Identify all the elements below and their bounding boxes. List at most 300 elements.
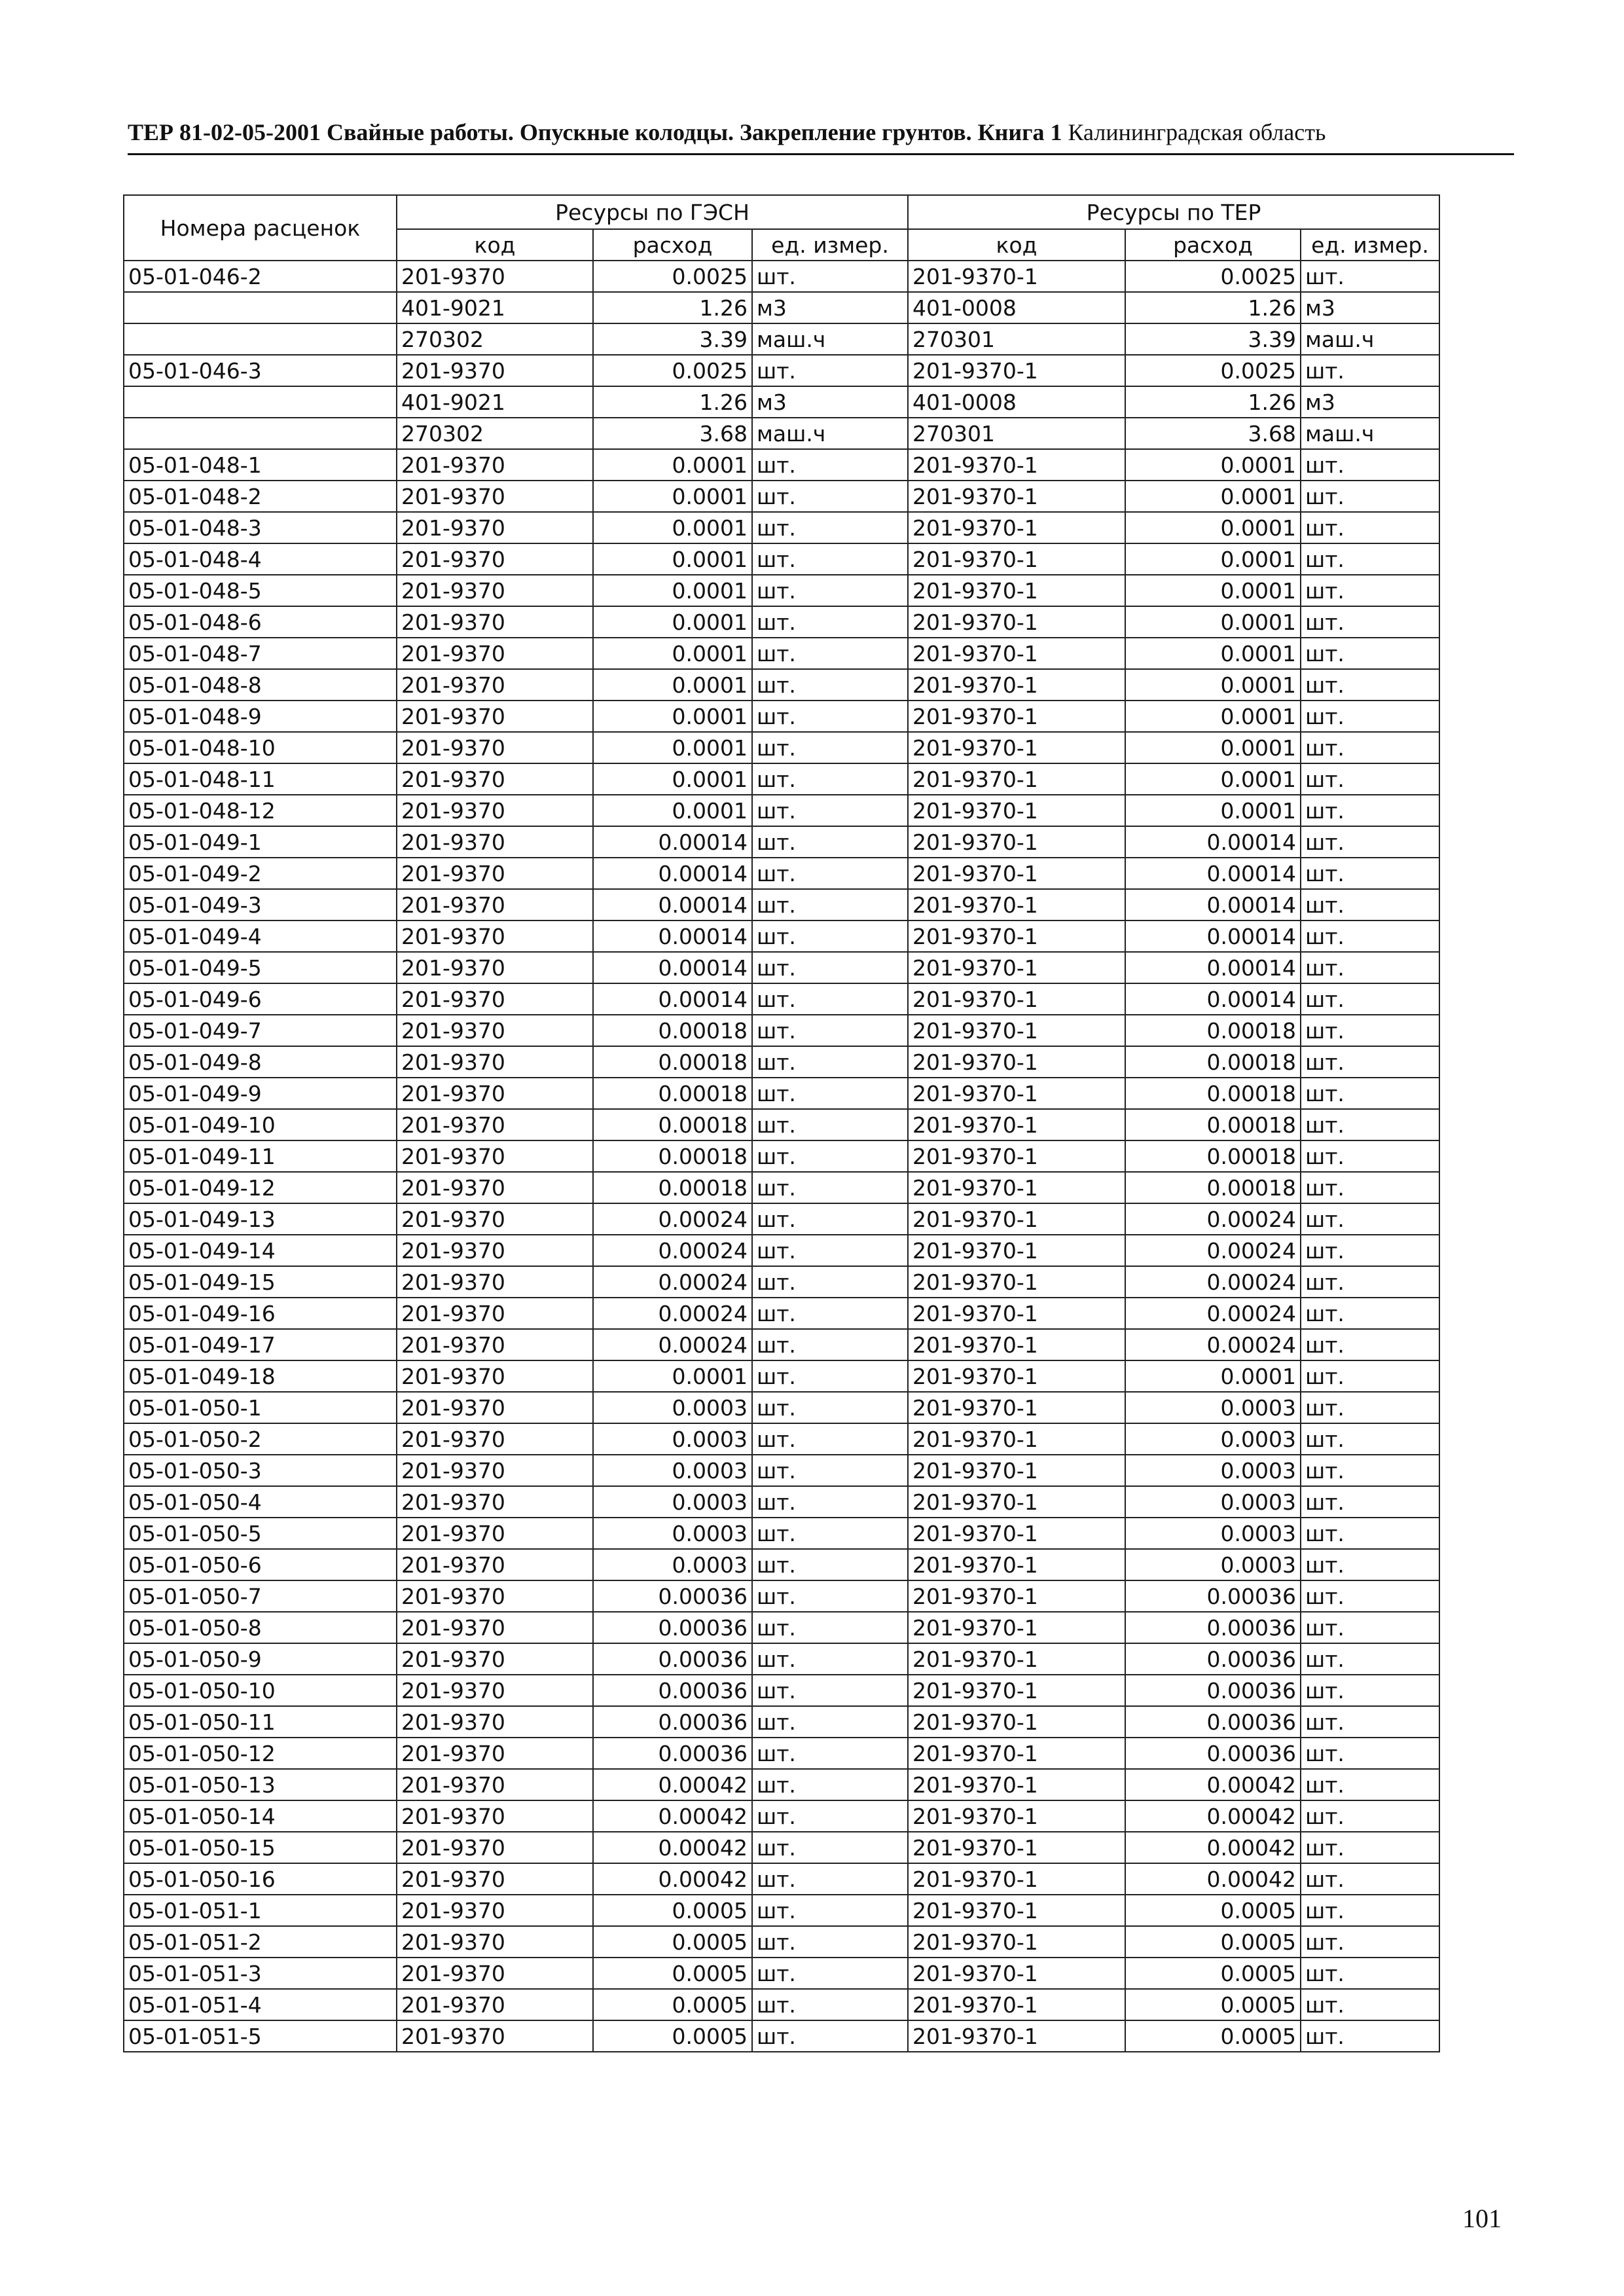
cell-ter-code: 201-9370-1: [908, 638, 1125, 669]
cell-ter-code: 201-9370-1: [908, 449, 1125, 481]
cell-ter-consumption: 0.0001: [1125, 606, 1301, 638]
cell-gesn-consumption: 0.0003: [593, 1549, 752, 1580]
resources-table: [123, 194, 1440, 2052]
cell-gesn-unit: шт.: [752, 1455, 908, 1486]
table-row: [124, 1989, 1439, 2020]
cell-price-number: 05-01-048-1: [124, 449, 397, 481]
cell-price-number: 05-01-049-13: [124, 1203, 397, 1235]
cell-gesn-unit: шт.: [752, 1109, 908, 1140]
cell-gesn-code: 201-9370: [397, 1580, 593, 1612]
cell-gesn-unit: шт.: [752, 1486, 908, 1518]
cell-gesn-consumption: 0.0001: [593, 512, 752, 543]
cell-gesn-code: 201-9370: [397, 1360, 593, 1392]
cell-gesn-unit: шт.: [752, 2020, 908, 2052]
cell-gesn-consumption: 0.00018: [593, 1172, 752, 1203]
cell-ter-code: 201-9370-1: [908, 355, 1125, 386]
cell-gesn-code: 201-9370: [397, 481, 593, 512]
header-region: Калининградская область: [1062, 119, 1326, 145]
cell-gesn-unit: шт.: [752, 1863, 908, 1895]
cell-price-number: 05-01-048-8: [124, 669, 397, 701]
cell-ter-unit: шт.: [1301, 1329, 1439, 1360]
cell-ter-consumption: 0.00018: [1125, 1046, 1301, 1078]
cell-gesn-code: 201-9370: [397, 1895, 593, 1926]
cell-price-number: 05-01-049-7: [124, 1015, 397, 1046]
table-row: [124, 826, 1439, 858]
cell-ter-consumption: 0.0001: [1125, 1360, 1301, 1392]
cell-gesn-consumption: 0.00014: [593, 858, 752, 889]
cell-price-number: 05-01-049-12: [124, 1172, 397, 1203]
cell-ter-consumption: 0.00036: [1125, 1706, 1301, 1738]
header-gesn-consumption: расход: [593, 229, 752, 261]
cell-gesn-code: 201-9370: [397, 1046, 593, 1078]
cell-ter-unit: шт.: [1301, 1800, 1439, 1832]
table-row: [124, 418, 1439, 449]
cell-gesn-unit: шт.: [752, 1329, 908, 1360]
cell-ter-code: 201-9370-1: [908, 1329, 1125, 1360]
cell-ter-unit: шт.: [1301, 669, 1439, 701]
cell-ter-code: 201-9370-1: [908, 1769, 1125, 1800]
table-row: [124, 858, 1439, 889]
table-row: [124, 1078, 1439, 1109]
cell-gesn-code: 201-9370: [397, 826, 593, 858]
cell-gesn-code: 201-9370: [397, 1392, 593, 1423]
cell-ter-unit: шт.: [1301, 512, 1439, 543]
table-row: [124, 1423, 1439, 1455]
cell-gesn-unit: м3: [752, 386, 908, 418]
cell-gesn-code: 201-9370: [397, 763, 593, 795]
cell-ter-consumption: 0.0003: [1125, 1423, 1301, 1455]
cell-ter-unit: шт.: [1301, 889, 1439, 920]
cell-ter-code: 201-9370-1: [908, 1863, 1125, 1895]
cell-ter-code: 201-9370-1: [908, 1015, 1125, 1046]
table-row: [124, 355, 1439, 386]
cell-ter-unit: шт.: [1301, 858, 1439, 889]
table-row: [124, 1298, 1439, 1329]
cell-gesn-code: 201-9370: [397, 1863, 593, 1895]
cell-gesn-consumption: 0.0003: [593, 1392, 752, 1423]
table-row: [124, 1486, 1439, 1518]
cell-gesn-consumption: 0.0003: [593, 1486, 752, 1518]
cell-price-number: 05-01-050-16: [124, 1863, 397, 1895]
cell-ter-consumption: 0.00042: [1125, 1863, 1301, 1895]
table-row: [124, 1392, 1439, 1423]
cell-ter-code: 201-9370-1: [908, 1706, 1125, 1738]
header-gesn-code: код: [397, 229, 593, 261]
table-row: [124, 1329, 1439, 1360]
cell-gesn-unit: шт.: [752, 858, 908, 889]
cell-ter-unit: шт.: [1301, 920, 1439, 952]
cell-ter-consumption: 0.0001: [1125, 669, 1301, 701]
cell-gesn-unit: шт.: [752, 261, 908, 292]
cell-gesn-code: 201-9370: [397, 261, 593, 292]
cell-gesn-unit: шт.: [752, 1298, 908, 1329]
table-row: [124, 606, 1439, 638]
cell-ter-code: 201-9370-1: [908, 795, 1125, 826]
cell-ter-unit: шт.: [1301, 1863, 1439, 1895]
cell-ter-code: 401-0008: [908, 386, 1125, 418]
cell-gesn-code: 201-9370: [397, 1989, 593, 2020]
cell-gesn-consumption: 0.0001: [593, 669, 752, 701]
cell-gesn-code: 270302: [397, 418, 593, 449]
cell-price-number: 05-01-048-10: [124, 732, 397, 763]
cell-gesn-consumption: 0.00024: [593, 1203, 752, 1235]
table-row: [124, 1580, 1439, 1612]
cell-ter-consumption: 0.0005: [1125, 1989, 1301, 2020]
cell-gesn-unit: шт.: [752, 1643, 908, 1675]
cell-ter-code: 201-9370-1: [908, 1895, 1125, 1926]
cell-ter-consumption: 0.0025: [1125, 261, 1301, 292]
cell-ter-consumption: 0.00014: [1125, 983, 1301, 1015]
cell-gesn-unit: шт.: [752, 1612, 908, 1643]
cell-ter-unit: шт.: [1301, 2020, 1439, 2052]
cell-ter-unit: шт.: [1301, 1926, 1439, 1958]
header-group-gesn: Ресурсы по ГЭСН: [397, 195, 908, 229]
cell-ter-code: 201-9370-1: [908, 481, 1125, 512]
table-row: [124, 512, 1439, 543]
cell-ter-unit: шт.: [1301, 543, 1439, 575]
cell-gesn-unit: шт.: [752, 701, 908, 732]
cell-ter-unit: шт.: [1301, 1109, 1439, 1140]
cell-gesn-consumption: 0.00036: [593, 1643, 752, 1675]
cell-ter-consumption: 0.00014: [1125, 920, 1301, 952]
cell-gesn-unit: маш.ч: [752, 418, 908, 449]
cell-ter-consumption: 0.00014: [1125, 826, 1301, 858]
cell-price-number: 05-01-050-15: [124, 1832, 397, 1863]
cell-gesn-code: 201-9370: [397, 1015, 593, 1046]
cell-ter-unit: шт.: [1301, 1235, 1439, 1266]
cell-gesn-unit: шт.: [752, 1549, 908, 1580]
cell-gesn-consumption: 0.0005: [593, 1926, 752, 1958]
cell-ter-code: 201-9370-1: [908, 1298, 1125, 1329]
cell-gesn-code: 201-9370: [397, 1926, 593, 1958]
cell-gesn-consumption: 0.0005: [593, 1989, 752, 2020]
cell-gesn-consumption: 0.00042: [593, 1769, 752, 1800]
cell-gesn-unit: шт.: [752, 1203, 908, 1235]
cell-gesn-code: 201-9370: [397, 1266, 593, 1298]
table-row: [124, 575, 1439, 606]
table-row: [124, 1895, 1439, 1926]
cell-gesn-consumption: 0.0001: [593, 795, 752, 826]
cell-price-number: 05-01-050-2: [124, 1423, 397, 1455]
cell-ter-consumption: 0.0001: [1125, 701, 1301, 732]
cell-ter-unit: шт.: [1301, 1015, 1439, 1046]
cell-price-number: 05-01-049-6: [124, 983, 397, 1015]
cell-gesn-consumption: 0.0001: [593, 638, 752, 669]
cell-gesn-unit: шт.: [752, 1360, 908, 1392]
cell-gesn-code: 201-9370: [397, 1140, 593, 1172]
cell-ter-consumption: 0.0001: [1125, 795, 1301, 826]
cell-price-number: 05-01-050-10: [124, 1675, 397, 1706]
cell-ter-code: 201-9370-1: [908, 1926, 1125, 1958]
cell-ter-consumption: 0.0005: [1125, 2020, 1301, 2052]
cell-ter-code: 201-9370-1: [908, 575, 1125, 606]
cell-gesn-unit: шт.: [752, 1769, 908, 1800]
cell-ter-unit: шт.: [1301, 1455, 1439, 1486]
cell-price-number: 05-01-050-1: [124, 1392, 397, 1423]
table-row: [124, 1958, 1439, 1989]
cell-gesn-code: 270302: [397, 323, 593, 355]
cell-ter-unit: шт.: [1301, 701, 1439, 732]
cell-price-number: 05-01-049-18: [124, 1360, 397, 1392]
cell-gesn-consumption: 0.0001: [593, 732, 752, 763]
cell-gesn-code: 201-9370: [397, 606, 593, 638]
table-row: [124, 1518, 1439, 1549]
cell-ter-code: 201-9370-1: [908, 1549, 1125, 1580]
cell-price-number: 05-01-050-8: [124, 1612, 397, 1643]
cell-ter-unit: шт.: [1301, 1140, 1439, 1172]
cell-gesn-unit: шт.: [752, 1235, 908, 1266]
header-price-numbers: Номера расценок: [124, 195, 397, 261]
cell-price-number: 05-01-050-11: [124, 1706, 397, 1738]
header-title: ТЕР 81-02-05-2001 Свайные работы. Опускные колодцы. Закрепление грунтов. Книга 1: [128, 119, 1062, 145]
cell-gesn-unit: шт.: [752, 1078, 908, 1109]
cell-ter-code: 201-9370-1: [908, 1580, 1125, 1612]
cell-ter-consumption: 0.00024: [1125, 1235, 1301, 1266]
cell-price-number: 05-01-048-4: [124, 543, 397, 575]
cell-gesn-unit: шт.: [752, 481, 908, 512]
cell-price-number: 05-01-050-6: [124, 1549, 397, 1580]
cell-ter-code: 270301: [908, 323, 1125, 355]
cell-gesn-consumption: 0.00018: [593, 1140, 752, 1172]
cell-gesn-code: 401-9021: [397, 292, 593, 323]
cell-ter-consumption: 0.0001: [1125, 575, 1301, 606]
table-row: [124, 1738, 1439, 1769]
cell-ter-unit: шт.: [1301, 1706, 1439, 1738]
table-row: [124, 481, 1439, 512]
cell-ter-code: 401-0008: [908, 292, 1125, 323]
cell-ter-code: 201-9370-1: [908, 701, 1125, 732]
cell-gesn-code: 201-9370: [397, 1769, 593, 1800]
cell-price-number: 05-01-050-9: [124, 1643, 397, 1675]
table-row: [124, 1800, 1439, 1832]
cell-ter-consumption: 1.26: [1125, 386, 1301, 418]
cell-gesn-consumption: 0.00014: [593, 826, 752, 858]
header-ter-code: код: [908, 229, 1125, 261]
cell-gesn-unit: шт.: [752, 1738, 908, 1769]
cell-ter-code: 201-9370-1: [908, 2020, 1125, 2052]
cell-gesn-code: 201-9370: [397, 1235, 593, 1266]
cell-gesn-code: 201-9370: [397, 1800, 593, 1832]
cell-price-number: [124, 323, 397, 355]
cell-ter-code: 201-9370-1: [908, 952, 1125, 983]
cell-ter-code: 201-9370-1: [908, 1832, 1125, 1863]
cell-ter-unit: шт.: [1301, 1675, 1439, 1706]
cell-ter-unit: шт.: [1301, 1203, 1439, 1235]
cell-ter-code: 201-9370-1: [908, 1109, 1125, 1140]
cell-gesn-code: 201-9370: [397, 2020, 593, 2052]
cell-ter-code: 201-9370-1: [908, 1392, 1125, 1423]
cell-ter-unit: шт.: [1301, 1895, 1439, 1926]
cell-ter-consumption: 0.00018: [1125, 1109, 1301, 1140]
cell-gesn-consumption: 0.00036: [593, 1612, 752, 1643]
table-row: [124, 323, 1439, 355]
cell-price-number: [124, 418, 397, 449]
cell-ter-consumption: 0.00018: [1125, 1140, 1301, 1172]
cell-gesn-code: 201-9370: [397, 1203, 593, 1235]
cell-gesn-code: 201-9370: [397, 512, 593, 543]
cell-ter-code: 201-9370-1: [908, 1172, 1125, 1203]
cell-gesn-unit: шт.: [752, 1800, 908, 1832]
cell-ter-unit: шт.: [1301, 1392, 1439, 1423]
cell-price-number: 05-01-050-14: [124, 1800, 397, 1832]
table-row: [124, 1109, 1439, 1140]
cell-price-number: 05-01-049-8: [124, 1046, 397, 1078]
table-row: [124, 1172, 1439, 1203]
cell-gesn-code: 201-9370: [397, 1109, 593, 1140]
cell-ter-code: 201-9370-1: [908, 1738, 1125, 1769]
cell-ter-consumption: 0.00024: [1125, 1298, 1301, 1329]
cell-gesn-consumption: 0.00014: [593, 920, 752, 952]
cell-gesn-unit: шт.: [752, 1140, 908, 1172]
cell-ter-consumption: 0.0001: [1125, 481, 1301, 512]
cell-gesn-consumption: 0.00014: [593, 952, 752, 983]
cell-ter-consumption: 0.0003: [1125, 1518, 1301, 1549]
cell-ter-consumption: 0.00018: [1125, 1015, 1301, 1046]
cell-gesn-consumption: 1.26: [593, 386, 752, 418]
cell-ter-consumption: 0.00036: [1125, 1738, 1301, 1769]
cell-ter-consumption: 0.0001: [1125, 543, 1301, 575]
cell-gesn-unit: шт.: [752, 1392, 908, 1423]
cell-gesn-consumption: 0.0025: [593, 355, 752, 386]
cell-ter-code: 201-9370-1: [908, 1423, 1125, 1455]
cell-ter-consumption: 0.0001: [1125, 638, 1301, 669]
cell-gesn-code: 201-9370: [397, 1675, 593, 1706]
cell-ter-unit: шт.: [1301, 355, 1439, 386]
cell-ter-unit: шт.: [1301, 1046, 1439, 1078]
cell-ter-consumption: 0.00014: [1125, 952, 1301, 983]
cell-ter-code: 201-9370-1: [908, 1675, 1125, 1706]
cell-ter-consumption: 0.00024: [1125, 1266, 1301, 1298]
cell-ter-code: 201-9370-1: [908, 261, 1125, 292]
cell-gesn-unit: шт.: [752, 669, 908, 701]
cell-ter-consumption: 0.00042: [1125, 1800, 1301, 1832]
cell-ter-unit: шт.: [1301, 826, 1439, 858]
cell-ter-consumption: 0.0001: [1125, 732, 1301, 763]
cell-gesn-unit: шт.: [752, 543, 908, 575]
table-row: [124, 920, 1439, 952]
cell-price-number: 05-01-048-11: [124, 763, 397, 795]
cell-ter-unit: шт.: [1301, 732, 1439, 763]
cell-price-number: 05-01-050-4: [124, 1486, 397, 1518]
cell-ter-unit: шт.: [1301, 1580, 1439, 1612]
cell-ter-consumption: 1.26: [1125, 292, 1301, 323]
cell-ter-code: 201-9370-1: [908, 889, 1125, 920]
cell-gesn-code: 201-9370: [397, 1329, 593, 1360]
table-row: [124, 669, 1439, 701]
cell-ter-code: 201-9370-1: [908, 1455, 1125, 1486]
cell-gesn-consumption: 0.0003: [593, 1518, 752, 1549]
cell-gesn-code: 201-9370: [397, 575, 593, 606]
cell-gesn-consumption: 0.00024: [593, 1298, 752, 1329]
cell-ter-unit: шт.: [1301, 575, 1439, 606]
cell-gesn-code: 201-9370: [397, 889, 593, 920]
cell-gesn-consumption: 1.26: [593, 292, 752, 323]
cell-gesn-consumption: 0.0005: [593, 2020, 752, 2052]
cell-ter-code: 201-9370-1: [908, 1518, 1125, 1549]
cell-ter-code: 201-9370-1: [908, 732, 1125, 763]
cell-gesn-consumption: 0.0005: [593, 1895, 752, 1926]
cell-gesn-consumption: 0.00042: [593, 1832, 752, 1863]
table-row: [124, 1360, 1439, 1392]
cell-ter-code: 201-9370-1: [908, 858, 1125, 889]
cell-gesn-unit: м3: [752, 292, 908, 323]
table-row: [124, 2020, 1439, 2052]
cell-ter-unit: м3: [1301, 292, 1439, 323]
cell-ter-code: 201-9370-1: [908, 1360, 1125, 1392]
cell-ter-unit: шт.: [1301, 1958, 1439, 1989]
cell-ter-consumption: 3.68: [1125, 418, 1301, 449]
cell-gesn-consumption: 0.0025: [593, 261, 752, 292]
cell-gesn-code: 201-9370: [397, 1706, 593, 1738]
cell-gesn-unit: шт.: [752, 1958, 908, 1989]
cell-ter-consumption: 0.0001: [1125, 763, 1301, 795]
page-header: [128, 118, 1514, 155]
cell-gesn-unit: шт.: [752, 1706, 908, 1738]
table-row: [124, 795, 1439, 826]
cell-ter-unit: маш.ч: [1301, 323, 1439, 355]
cell-gesn-code: 201-9370: [397, 638, 593, 669]
cell-ter-unit: шт.: [1301, 983, 1439, 1015]
cell-price-number: 05-01-049-16: [124, 1298, 397, 1329]
cell-ter-code: 201-9370-1: [908, 543, 1125, 575]
table-row: [124, 1706, 1439, 1738]
cell-gesn-consumption: 0.00036: [593, 1580, 752, 1612]
table-row: [124, 261, 1439, 292]
cell-price-number: 05-01-051-4: [124, 1989, 397, 2020]
cell-gesn-code: 401-9021: [397, 386, 593, 418]
cell-ter-unit: шт.: [1301, 1298, 1439, 1329]
cell-gesn-code: 201-9370: [397, 1423, 593, 1455]
cell-gesn-code: 201-9370: [397, 1832, 593, 1863]
cell-ter-code: 201-9370-1: [908, 826, 1125, 858]
cell-price-number: 05-01-048-2: [124, 481, 397, 512]
cell-gesn-code: 201-9370: [397, 1958, 593, 1989]
cell-price-number: 05-01-048-6: [124, 606, 397, 638]
table-row: [124, 1015, 1439, 1046]
cell-gesn-consumption: 0.0005: [593, 1958, 752, 1989]
table-row: [124, 1612, 1439, 1643]
cell-price-number: 05-01-049-9: [124, 1078, 397, 1109]
cell-gesn-unit: шт.: [752, 889, 908, 920]
cell-gesn-consumption: 0.00036: [593, 1706, 752, 1738]
cell-ter-unit: шт.: [1301, 795, 1439, 826]
cell-gesn-consumption: 0.0001: [593, 481, 752, 512]
cell-ter-unit: шт.: [1301, 261, 1439, 292]
cell-gesn-code: 201-9370: [397, 1486, 593, 1518]
cell-gesn-code: 201-9370: [397, 701, 593, 732]
cell-ter-consumption: 0.00036: [1125, 1675, 1301, 1706]
cell-gesn-unit: шт.: [752, 1926, 908, 1958]
table-row: [124, 1549, 1439, 1580]
cell-ter-unit: шт.: [1301, 638, 1439, 669]
cell-gesn-consumption: 0.00014: [593, 983, 752, 1015]
cell-gesn-unit: шт.: [752, 449, 908, 481]
cell-ter-consumption: 0.0025: [1125, 355, 1301, 386]
cell-gesn-unit: шт.: [752, 1580, 908, 1612]
table-row: [124, 1046, 1439, 1078]
cell-gesn-unit: шт.: [752, 355, 908, 386]
cell-ter-consumption: 0.00042: [1125, 1769, 1301, 1800]
cell-gesn-code: 201-9370: [397, 1298, 593, 1329]
cell-gesn-unit: шт.: [752, 1989, 908, 2020]
table-row: [124, 1643, 1439, 1675]
cell-gesn-unit: шт.: [752, 512, 908, 543]
cell-ter-code: 201-9370-1: [908, 1612, 1125, 1643]
cell-gesn-unit: шт.: [752, 826, 908, 858]
cell-gesn-unit: шт.: [752, 1832, 908, 1863]
cell-price-number: 05-01-050-12: [124, 1738, 397, 1769]
cell-gesn-code: 201-9370: [397, 449, 593, 481]
